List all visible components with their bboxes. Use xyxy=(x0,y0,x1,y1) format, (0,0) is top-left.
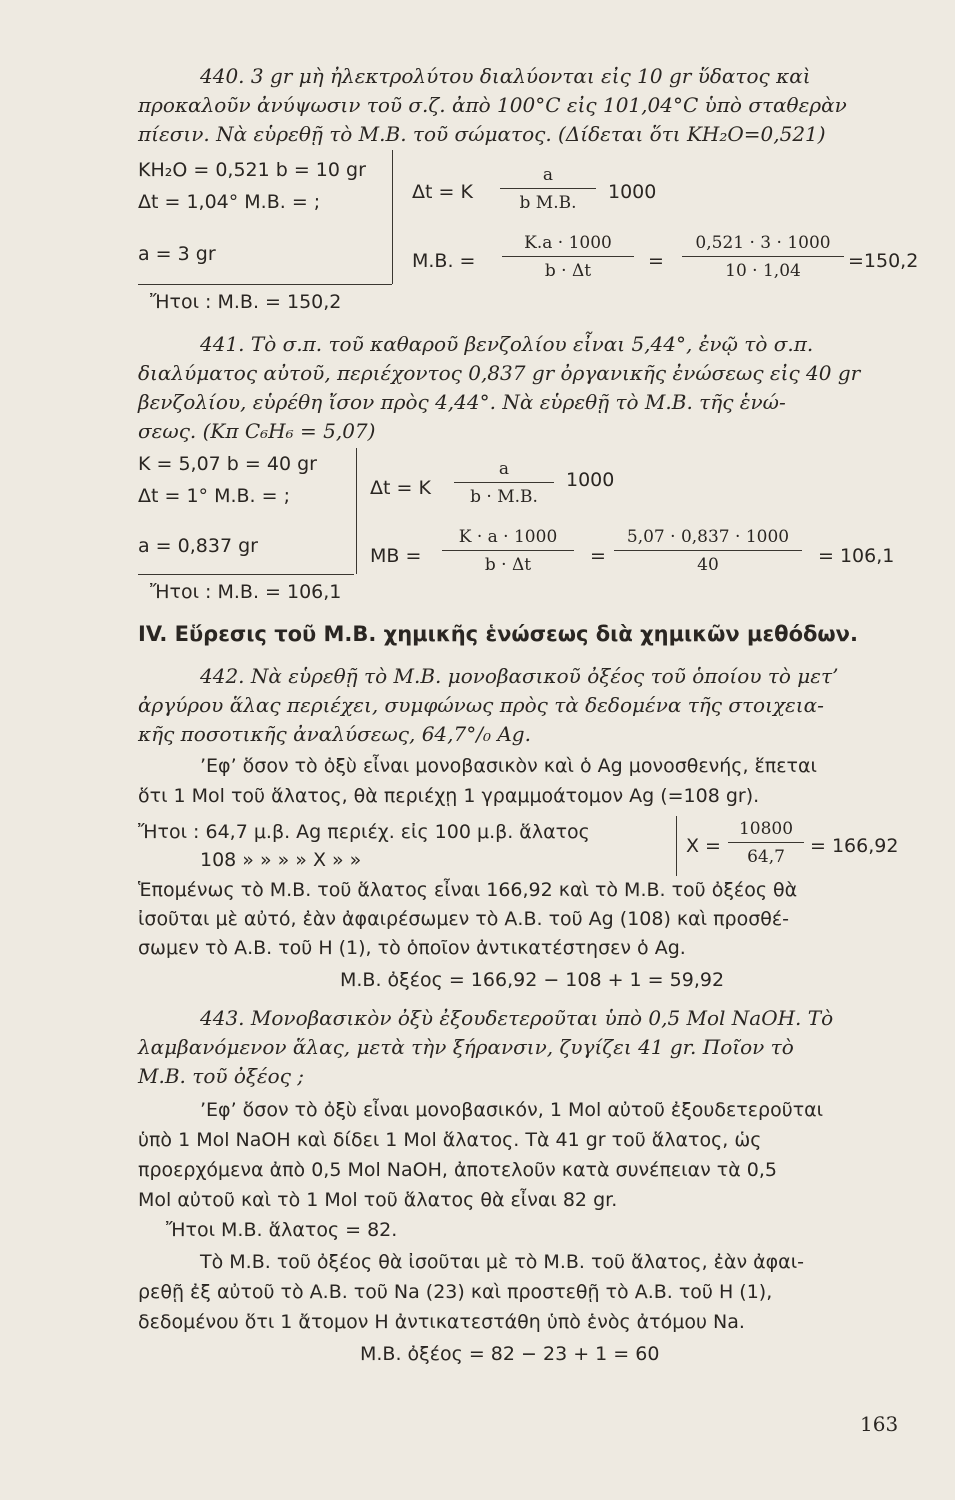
p442-line-1: 442. Νὰ εὑρεθῇ τὸ Μ.Β. μονοβασικοῦ ὀξέος τοῦ ὁποίου τὸ μετ’ xyxy=(200,664,839,688)
section-heading: IV. Εὕρεσις τοῦ Μ.Β. χημικῆς ἑνώσεως διὰ χημικῶν μεθόδων. xyxy=(138,622,858,646)
p442-line-2: ἀργύρου ἅλας περιέχει, συμφώνως πρὸς τὰ δεδομένα τῆς στοιχεια- xyxy=(138,693,824,717)
p443-line-6: προερχόμενα ἀπὸ 0,5 Mol NaOH, ἀποτελοῦν κατὰ συνέπειαν τὰ 0,5 xyxy=(138,1159,777,1181)
p442-line-7: 108 » » » » X » » xyxy=(200,849,362,871)
p442-line-8: Ἑπομένως τὸ Μ.Β. τοῦ ἅλατος εἶναι 166,92 καὶ τὸ Μ.Β. τοῦ ὀξέος θὰ xyxy=(138,879,798,901)
p441-formula2-eq: = xyxy=(590,545,606,567)
p442-equation: Μ.Β. ὀξέος = 166,92 − 108 + 1 = 59,92 xyxy=(340,969,725,991)
p443-line-1: 443. Μονοβασικὸν ὀξὺ ἐξουδετεροῦται ὑπὸ 0,5 Mol NaOH. Τὸ xyxy=(200,1006,834,1030)
p443-line-11: δεδομένου ὅτι 1 ἄτομον Η ἀντικατεστάθη ὑπὸ ἑνὸς ἀτόμου Na. xyxy=(138,1311,745,1333)
p441-line-3: βενζολίου, εὑρέθη ἴσον πρὸς 4,44°. Νὰ εὑρεθῇ τὸ Μ.Β. τῆς ἑνώ- xyxy=(138,390,786,414)
p441-formula2-bar xyxy=(442,550,574,551)
p442-x-result: = 166,92 xyxy=(810,835,899,857)
p440-formula2-bar2 xyxy=(682,256,844,257)
p440-formula2-eq: = xyxy=(648,250,664,272)
p443-line-5: ὑπὸ 1 Mol NaOH καὶ δίδει 1 Mol ἅλατος. Τὰ 41 gr τοῦ ἅλατος, ὡς xyxy=(138,1129,762,1151)
p441-given-3: a = 0,837 gr xyxy=(138,535,258,557)
p441-formula1-den: b · M.B. xyxy=(470,487,538,507)
p443-line-4: ’Εφ’ ὅσον τὸ ὀξὺ εἶναι μονοβασικόν, 1 Mol αὐτοῦ ἐξουδετεροῦται xyxy=(200,1099,824,1121)
p440-formula1-den: b M.B. xyxy=(519,193,577,213)
p440-formula2-result: =150,2 xyxy=(848,250,919,272)
p442-line-10: σωμεν τὸ Α.Β. τοῦ Η (1), τὸ ὁποῖον ἀντικατέστησεν ὁ Ag. xyxy=(138,937,686,959)
p440-divider xyxy=(392,150,393,284)
p443-line-7: Mol αὐτοῦ καὶ τὸ 1 Mol τοῦ ἅλατος θὰ εἶναι 82 gr. xyxy=(138,1189,618,1211)
p440-formula2-num2: 0,521 · 3 · 1000 xyxy=(695,233,831,253)
p440-line-2: προκαλοῦν ἀνύψωσιν τοῦ σ.ζ. ἀπὸ 100°C εἰς 101,04°C ὑπὸ σταθερὰν xyxy=(138,93,847,117)
p442-line-3: κῆς ποσοτικῆς ἀναλύσεως, 64,7°/₀ Ag. xyxy=(138,722,531,746)
p443-line-2: λαμβανόμενον ἅλας, μετὰ τὴν ξήρανσιν, ζυγίζει 41 gr. Ποῖον τὸ xyxy=(138,1035,794,1059)
p441-line-2: διαλύματος αὐτοῦ, περιέχοντος 0,837 gr ὀργανικῆς ἐνώσεως εἰς 40 gr xyxy=(138,361,861,385)
p442-divider xyxy=(676,816,677,876)
p441-line-1: 441. Τὸ σ.π. τοῦ καθαροῦ βενζολίου εἶναι 5,44°, ἐνῷ τὸ σ.π. xyxy=(200,332,814,356)
p441-formula1-num: a xyxy=(498,459,510,479)
p440-formula2-bar xyxy=(502,256,634,257)
p441-formula2-den2: 40 xyxy=(697,555,719,575)
p440-given-3: a = 3 gr xyxy=(138,243,216,265)
p441-formula1-tail: 1000 xyxy=(566,469,615,491)
p442-x-den: 64,7 xyxy=(747,847,785,867)
p440-formula2-den: b · Δt xyxy=(544,261,592,281)
p441-result: Ἤτοι : Μ.Β. = 106,1 xyxy=(150,581,342,603)
p441-formula2-bar2 xyxy=(614,550,802,551)
p440-given-rule xyxy=(138,284,392,285)
p442-line-5: ὅτι 1 Mol τοῦ ἅλατος, θὰ περιέχῃ 1 γραμμοάτομον Ag (=108 gr). xyxy=(138,785,760,807)
p440-given-1: ΚΗ₂Ο = 0,521 b = 10 gr xyxy=(138,159,366,181)
p443-line-9: Τὸ Μ.Β. τοῦ ὀξέος θὰ ἰσοῦται μὲ τὸ Μ.Β. τοῦ ἅλατος, ἐὰν ἀφαι- xyxy=(200,1251,804,1273)
p443-line-8: Ἤτοι Μ.Β. ἅλατος = 82. xyxy=(166,1219,398,1241)
p441-formula2-num: K · a · 1000 xyxy=(458,527,558,547)
p442-x-bar xyxy=(728,842,804,843)
p441-formula1-left: Δt = K xyxy=(370,477,431,499)
p440-formula1-left: Δt = K xyxy=(412,181,473,203)
p440-formula2-left: M.B. = xyxy=(412,250,476,272)
p442-x-left: X = xyxy=(686,835,721,857)
p440-formula2-num: K.a · 1000 xyxy=(524,233,612,253)
page-number: 163 xyxy=(860,1412,899,1436)
p440-result: Ἤτοι : Μ.Β. = 150,2 xyxy=(150,291,342,313)
p441-given-rule xyxy=(138,574,354,575)
p440-given-2: Δt = 1,04° Μ.Β. = ; xyxy=(138,191,321,213)
p441-given-2: Δt = 1° Μ.Β. = ; xyxy=(138,485,290,507)
p441-formula1-bar xyxy=(454,482,554,483)
p441-formula2-den: b · Δt xyxy=(484,555,532,575)
p440-formula2-den2: 10 · 1,04 xyxy=(725,261,801,281)
p440-line-3: πίεσιν. Νὰ εὑρεθῇ τὸ Μ.Β. τοῦ σώματος. (Δίδεται ὅτι ΚΗ₂Ο=0,521) xyxy=(138,122,826,146)
p440-formula1-num: a xyxy=(542,165,554,185)
p441-line-4: σεως. (Κπ C₆H₆ = 5,07) xyxy=(138,419,376,443)
p442-line-6: Ἤτοι : 64,7 μ.β. Ag περιέχ. εἰς 100 μ.β. ἅλατος xyxy=(138,821,590,843)
p441-given-1: K = 5,07 b = 40 gr xyxy=(138,453,317,475)
p440-formula1-bar xyxy=(500,188,596,189)
p441-formula2-left: MB = xyxy=(370,545,422,567)
p443-line-3: Μ.Β. τοῦ ὀξέος ; xyxy=(138,1064,304,1088)
p440-formula1-tail: 1000 xyxy=(608,181,657,203)
p442-x-num: 10800 xyxy=(738,819,794,839)
p443-equation: Μ.Β. ὀξέος = 82 − 23 + 1 = 60 xyxy=(360,1343,660,1365)
p443-line-10: ρεθῇ ἐξ αὐτοῦ τὸ Α.Β. τοῦ Na (23) καὶ προστεθῇ τὸ Α.Β. τοῦ Η (1), xyxy=(138,1281,773,1303)
p442-line-9: ἰσοῦται μὲ αὐτό, ἐὰν ἀφαιρέσωμεν τὸ Α.Β. τοῦ Ag (108) καὶ προσθέ- xyxy=(138,908,790,930)
p441-divider xyxy=(356,448,357,574)
p441-formula2-num2: 5,07 · 0,837 · 1000 xyxy=(626,527,790,547)
p442-line-4: ’Εφ’ ὅσον τὸ ὀξὺ εἶναι μονοβασικὸν καὶ ὁ Ag μονοσθενής, ἕπεται xyxy=(200,755,817,777)
p440-line-1: 440. 3 gr μὴ ἠλεκτρολύτου διαλύονται εἰς 10 gr ὕδατος καὶ xyxy=(200,64,811,88)
p441-formula2-result: = 106,1 xyxy=(818,545,895,567)
